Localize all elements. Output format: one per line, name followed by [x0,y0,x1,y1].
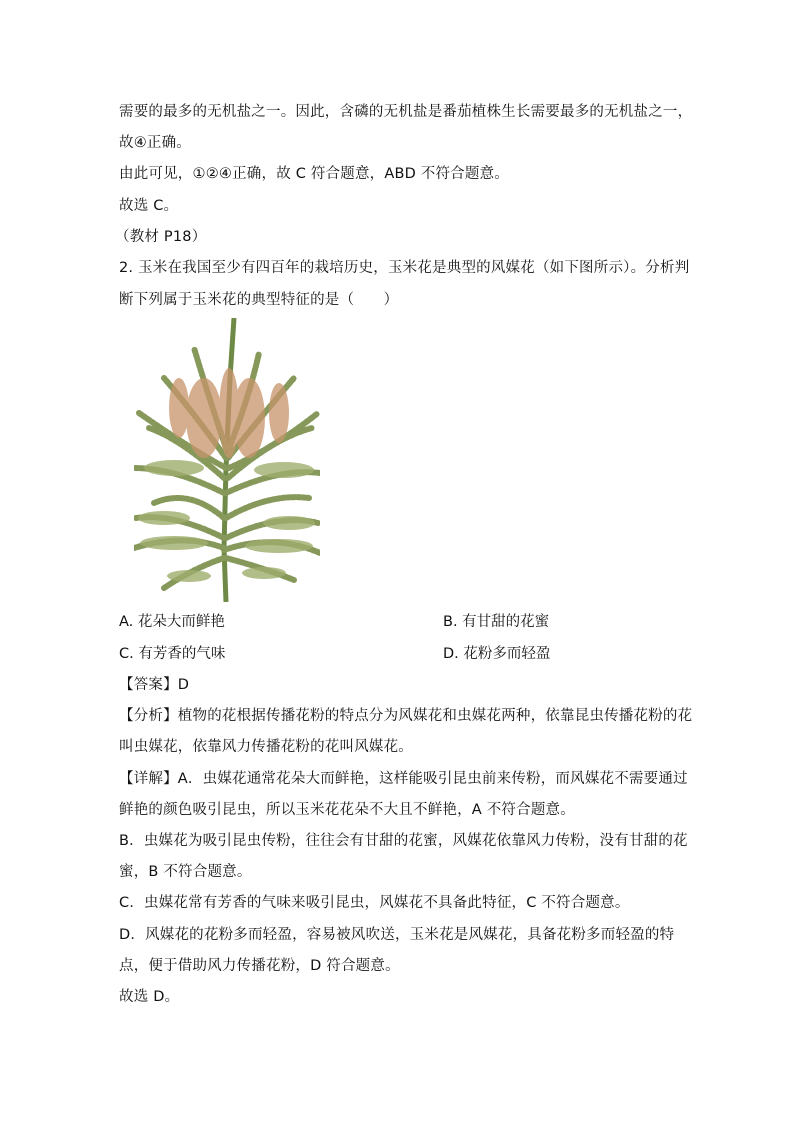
text-line: 由此可见，①②④正确，故 C 符合题意，ABD 不符合题意。 [119,166,509,182]
question-stem: 断下列属于玉米花的典型特征的是（ ） [119,292,399,308]
detail-line: 点，便于借助风力传播花粉，D 符合题意。 [119,958,400,974]
final-answer-line: 故选 D。 [119,989,180,1005]
detail-line: B．虫媒花为吸引昆虫传粉，往往会有甘甜的花蜜，风媒花依靠风力传粉，没有甘甜的花 [119,833,688,849]
detail-line: 鲜艳的颜色吸引昆虫，所以玉米花花朵不大且不鲜艳，A 不符合题意。 [119,802,575,818]
option-a: A. 花朵大而鲜艳 [119,614,225,630]
detail-line: C．虫媒花常有芳香的气味来吸引昆虫，风媒花不具备此特征，C 不符合题意。 [119,895,630,911]
text-line: 需要的最多的无机盐之一。因此，含磷的无机盐是番茄植株生长需要最多的无机盐之一， [119,104,693,120]
option-c: C. 有芳香的气味 [119,646,226,662]
option-b: B. 有甘甜的花蜜 [443,614,550,630]
question-stem: 2. 玉米在我国至少有四百年的栽培历史，玉米花是典型的风媒花（如下图所示）。分析判 [119,260,690,276]
detail-line: 蜜，B 不符合题意。 [119,864,252,880]
detail-line: 【详解】A．虫媒花通常花朵大而鲜艳，这样能吸引昆虫前来传粉，而风媒花不需要通过 [119,771,688,787]
corn-tassel-image [134,318,320,602]
answer-line: 【答案】D [119,677,190,693]
source-note: （教材 P18） [115,229,207,245]
detail-line: D．风媒花的花粉多而轻盈，容易被风吹送，玉米花是风媒花，具备花粉多而轻盈的特 [119,927,675,943]
analysis-line: 【分析】植物的花根据传播花粉的特点分为风媒花和虫媒花两种，依靠昆虫传播花粉的花 [119,708,693,724]
analysis-line: 叫虫媒花，依靠风力传播花粉的花叫风媒花。 [119,739,413,755]
text-line: 故④正确。 [119,135,191,151]
text-line: 故选 C。 [119,198,179,214]
option-d: D. 花粉多而轻盈 [443,646,551,662]
